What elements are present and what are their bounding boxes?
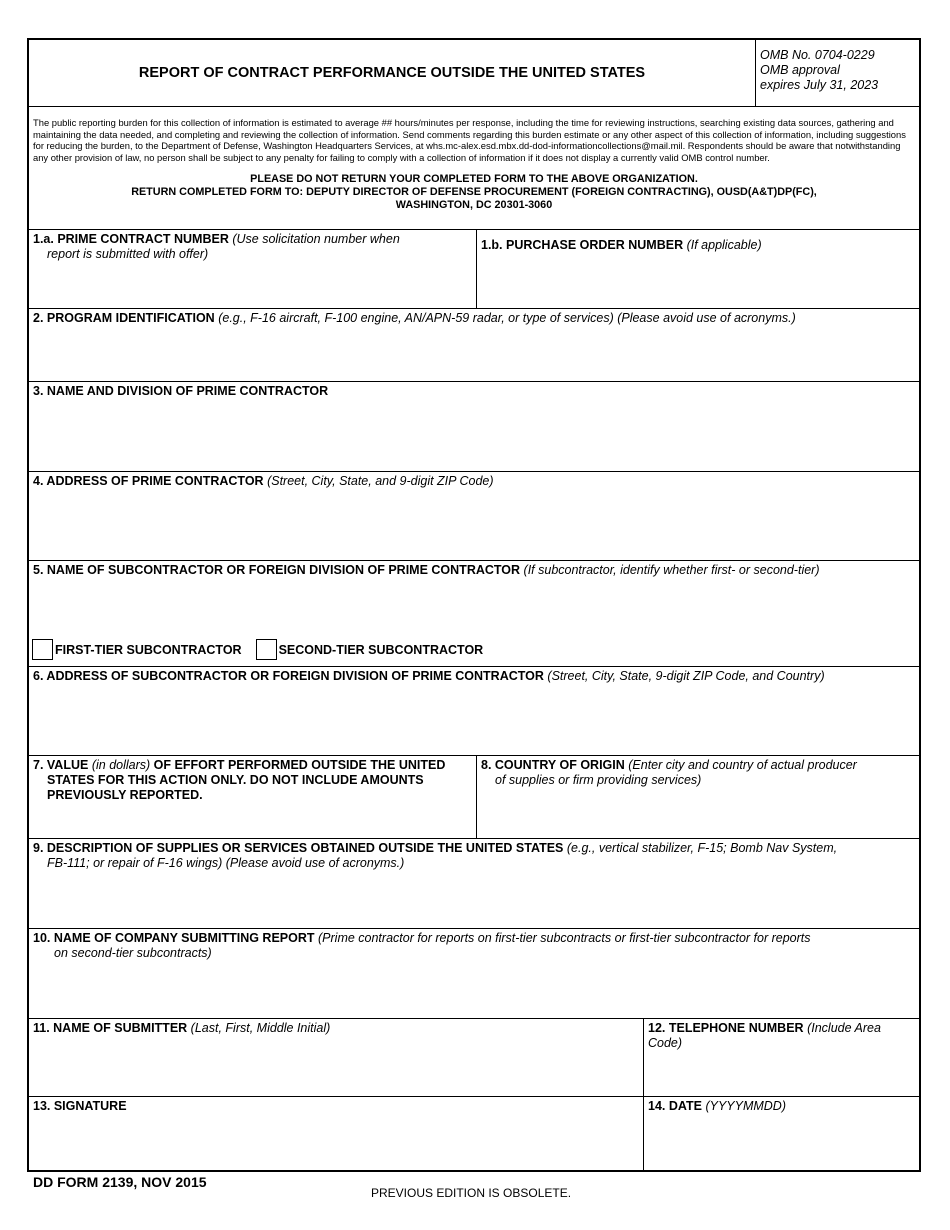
field-8-label: 8. COUNTRY OF ORIGIN	[481, 758, 625, 772]
field-7-line-3: PREVIOUSLY REPORTED.	[47, 788, 203, 802]
field-1b-label: 1.b. PURCHASE ORDER NUMBER	[481, 238, 684, 252]
field-prime-contractor-name[interactable]	[29, 382, 919, 471]
field-12-label: 12. TELEPHONE NUMBER	[648, 1021, 804, 1035]
field-14-note: (YYYYMMDD)	[705, 1099, 786, 1113]
field-7-line-2: STATES FOR THIS ACTION ONLY. DO NOT INCLUDE AMOUNTS	[47, 773, 424, 787]
row-2	[29, 309, 919, 382]
field-8-note: (Enter city and country of actual producer	[628, 758, 857, 772]
form	[27, 38, 921, 1172]
row-5	[29, 561, 919, 667]
omb-expiration: expires July 31, 2023	[760, 78, 879, 92]
edition-notice: PREVIOUS EDITION IS OBSOLETE.	[371, 1186, 572, 1200]
field-13-label: 13. SIGNATURE	[33, 1099, 127, 1113]
field-subcontractor-address[interactable]	[29, 667, 919, 755]
field-prime-contractor-address[interactable]	[29, 472, 919, 560]
field-11-note: (Last, First, Middle Initial)	[190, 1021, 331, 1035]
field-6-note: (Street, City, State, 9-digit ZIP Code, and Country)	[547, 669, 825, 683]
field-5-label: 5. NAME OF SUBCONTRACTOR OR FOREIGN DIVISION OF PRIME CONTRACTOR	[33, 563, 521, 577]
field-4-label: 4. ADDRESS OF PRIME CONTRACTOR	[33, 474, 264, 488]
omb-number: OMB No. 0704-0229	[760, 48, 875, 62]
return-line-2: RETURN COMPLETED FORM TO: DEPUTY DIRECTOR OF DEFENSE PROCUREMENT (FOREIGN CONTRACTING), OUSD(A&T)DP(FC),	[131, 186, 817, 199]
field-1a-label: 1.a. PRIME CONTRACT NUMBER	[33, 232, 229, 246]
burden-section	[29, 107, 919, 230]
return-line-3: WASHINGTON, DC 20301-3060	[395, 199, 553, 212]
row-7-8	[29, 756, 919, 839]
row-13-14	[29, 1097, 919, 1170]
field-10-note-2: on second-tier subcontracts)	[54, 946, 212, 960]
field-program-identification[interactable]	[29, 309, 919, 381]
return-line-1: PLEASE DO NOT RETURN YOUR COMPLETED FORM TO THE ABOVE ORGANIZATION.	[250, 173, 698, 186]
field-11-label: 11. NAME OF SUBMITTER	[33, 1021, 188, 1035]
field-7-note: (in dollars)	[91, 758, 151, 772]
field-8-note-2: of supplies or firm providing services)	[495, 773, 702, 787]
field-1a-note: (Use solicitation number when	[232, 232, 400, 246]
burden-statement: The public reporting burden for this collection of information is estimated to average ## hours/minutes per response, including the time for reviewing instructions, searching existing data sources, gathering and maintaining the data needed, and completing and reviewing the collection of information. Send comments regarding this burden estimate or any other aspect of this collection of information, including suggestions for reducing the burden, to the Department of Defense, Washington Headquarters Services, at whs.mc-alex.esd.mbx.dd-dod-informationcollections@mail.mil. Respondents should be aware that notwithstanding any other provision of law, no person shall be subject to any penalty for failing to comply with a collection of information if it does not display a currently valid OMB control number.	[33, 117, 906, 163]
row-3	[29, 382, 919, 472]
field-supplies-description[interactable]	[29, 839, 919, 928]
field-7-label-b: OF EFFORT PERFORMED OUTSIDE THE UNITED	[153, 758, 446, 772]
tier-checkboxes	[32, 639, 497, 660]
field-telephone-number[interactable]	[643, 1019, 919, 1096]
field-value-outside-us[interactable]	[29, 756, 476, 838]
header-row	[29, 40, 919, 107]
first-tier-label: FIRST-TIER SUBCONTRACTOR	[55, 642, 242, 657]
field-14-label: 14. DATE	[648, 1099, 702, 1113]
field-10-note: (Prime contractor for reports on first-tier subcontracts or first-tier subcontractor for reports	[318, 931, 811, 945]
field-2-note: (e.g., F-16 aircraft, F-100 engine, AN/APN-59 radar, or type of services) (Please avoid use of acronyms.)	[218, 311, 796, 325]
row-9	[29, 839, 919, 929]
first-tier-checkbox[interactable]	[32, 639, 53, 660]
omb-info	[755, 40, 919, 106]
field-signature[interactable]	[29, 1097, 643, 1170]
row-1	[29, 230, 919, 309]
field-9-label: 9. DESCRIPTION OF SUPPLIES OR SERVICES OBTAINED OUTSIDE THE UNITED STATES	[33, 841, 564, 855]
form-title: REPORT OF CONTRACT PERFORMANCE OUTSIDE THE UNITED STATES	[138, 65, 646, 81]
return-instructions	[29, 173, 919, 212]
field-4-note: (Street, City, State, and 9-digit ZIP Code)	[267, 474, 494, 488]
field-purchase-order-number[interactable]	[476, 230, 919, 308]
second-tier-label: SECOND-TIER SUBCONTRACTOR	[278, 642, 484, 657]
field-12-note: (Include Area Code)	[648, 1021, 881, 1050]
field-6-label: 6. ADDRESS OF SUBCONTRACTOR OR FOREIGN DIVISION OF PRIME CONTRACTOR	[33, 669, 544, 683]
field-subcontractor-name[interactable]	[29, 561, 919, 580]
row-6	[29, 667, 919, 756]
row-4	[29, 472, 919, 561]
field-1a-note-2: report is submitted with offer)	[47, 247, 209, 261]
field-country-of-origin[interactable]	[476, 756, 919, 838]
form-identifier: DD FORM 2139, NOV 2015	[33, 1174, 207, 1190]
second-tier-checkbox[interactable]	[256, 639, 277, 660]
field-prime-contract-number[interactable]	[29, 230, 476, 308]
row-11-12	[29, 1019, 919, 1097]
field-submitter-name[interactable]	[29, 1019, 643, 1096]
row-10	[29, 929, 919, 1019]
field-9-note-2: FB-111; or repair of F-16 wings) (Please avoid use of acronyms.)	[47, 856, 405, 870]
field-9-note: (e.g., vertical stabilizer, F-15; Bomb Nav System,	[566, 841, 838, 855]
field-date[interactable]	[643, 1097, 919, 1170]
field-company-submitting[interactable]	[29, 929, 919, 1018]
field-5-note: (If subcontractor, identify whether first- or second-tier)	[523, 563, 820, 577]
omb-approval: OMB approval	[760, 63, 840, 77]
field-3-label: 3. NAME AND DIVISION OF PRIME CONTRACTOR	[33, 384, 329, 398]
field-2-label: 2. PROGRAM IDENTIFICATION	[33, 311, 215, 325]
field-7-label: 7. VALUE	[33, 758, 89, 772]
field-10-label: 10. NAME OF COMPANY SUBMITTING REPORT	[33, 931, 315, 945]
field-1b-note: (If applicable)	[686, 238, 762, 252]
